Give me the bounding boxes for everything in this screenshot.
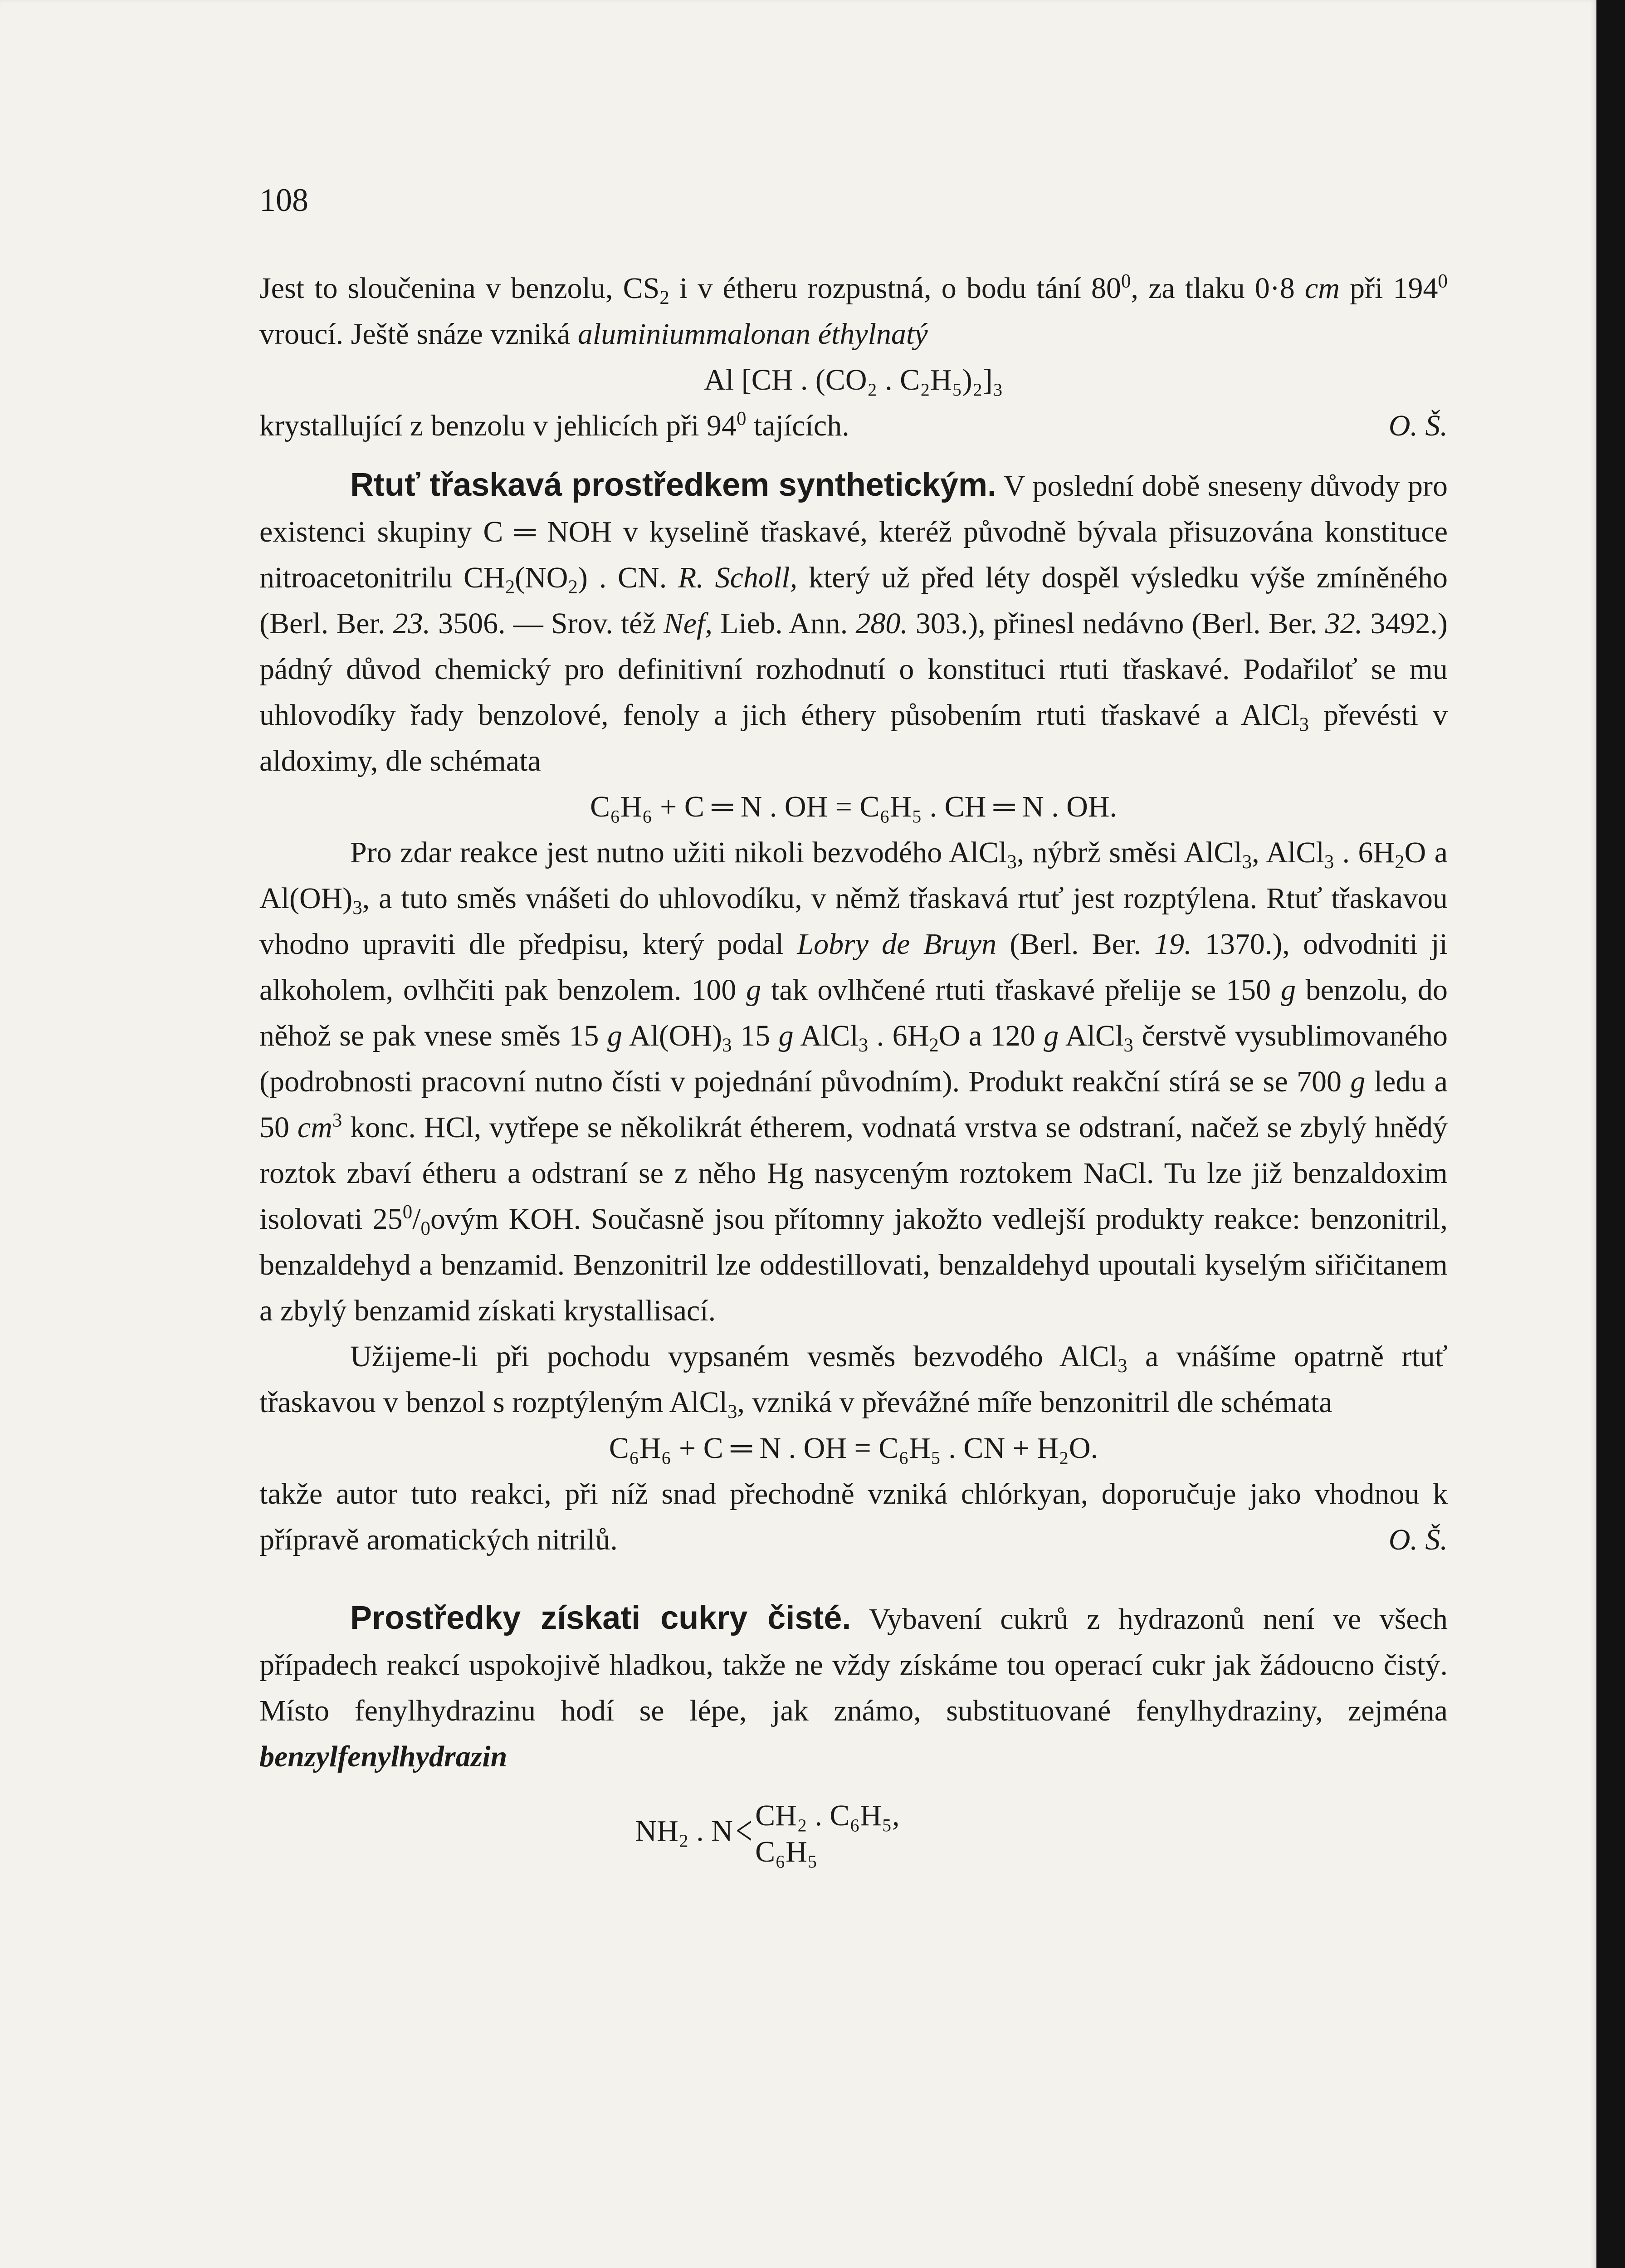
formula-benzonitrile: C₆H₆ + C ═ N . OH = C₆H₅ . CN + H₂O. xyxy=(609,1432,1098,1465)
signature: O. Š. xyxy=(1388,409,1448,442)
paragraph-conclusion: takže autor tuto reakci, při níž snad přechodně vzniká chlórkyan, doporučuje jako vhodnou k přípravě aromatických nitrilů. O. Š. xyxy=(259,1471,1448,1563)
paragraph-crystallizing: krystallující z benzolu v jehlicích při $94^0$ tajících. O. Š. xyxy=(259,403,1448,449)
page-content xyxy=(259,184,1448,1870)
section-sugars: Prostředky získati cukry čisté. Vybavení cukrů z hydrazonů není ve všech případech reakcí uspokojivě hladkou, takže ne vždy získáme tou operací cukr jak žádoucno čistý. Místo fenylhydrazinu hodí se lépe, jak známo, substituované fenylhydraziny, zejména benzylfenylhydrazin xyxy=(259,1600,1448,1773)
section-heading-fulminate: Rtuť třaskavá prostředkem synthetickým. xyxy=(350,467,996,503)
scan-border xyxy=(1596,0,1625,2268)
formula-aldoxime: C₆H₆ + C ═ N . OH = C₆H₅ . CH ═ N . OH. xyxy=(590,790,1117,823)
signature: O. Š. xyxy=(1388,1523,1448,1556)
paragraph-procedure: Pro zdar reakce jest nutno užiti nikoli bezvodého AlCl$_3$, nýbrž směsi AlCl$_3$, AlCl$_3$ . $6H_2O$ a $Al(OH)_3$, a tuto směs vnášeti do uhlovodíku, v němž třaskavá rtuť jest rozptýlena. Rtuť třaskavou vhodno upraviti dle předpisu, který podal Lobry de Bruyn (Berl. Ber. 19. 1370.), odvodniti ji alkoholem, ovlhčiti pak benzolem. 100 g tak ovlhčené rtuti třaskavé přelije se 150 g benzolu, do něhož se pak vnese směs 15 g $Al(OH)_3$ 15 g AlCl$_3$ . $6H_2O$ a 120 g AlCl$_3$ čerstvě vysublimovaného (podrobnosti pracovní nutno čísti v pojednání původním). Produkt reakční stírá se se 700 g ledu a 50 $cm^3$ konc. HCl, vytřepe se několikrát étherem, vodnatá vrstva se odstraní, načež se zbylý hnědý roztok zbaví étheru a odstraní se z něho Hg nasyceným roztokem NaCl. Tu lze již benzaldoxim isolovati $25^0/_0ovým$ KOH. Současně jsou přítomny jakožto vedlejší produkty reakce: benzonitril, benzaldehyd a benzamid. Benzonitril lze oddestillovati, benzaldehyd upoutali kyselým siřičitanem a zbylý benzamid získati krystallisací. xyxy=(259,836,1448,1327)
section-fulminate: Rtuť třaskavá prostředkem synthetickým. V poslední době sneseny důvody pro existenci skupiny C ═ NOH v kyselině třaskavé, kteréž původně bývala přisuzována konstituce nitroacetonitrilu $CH_2(NO_2)$ . CN. R. Scholl, který už před léty dospěl výsledku výše zmíněného (Berl. Ber. 23. 3506. — Srov. též Nef, Lieb. Ann. 280. 303.), přinesl nedávno (Berl. Ber. 32. 3492.) pádný důvod chemický pro definitivní rozhodnutí o konstituci rtuti třaskavé. Podařiloť se mu uhlovodíky řady benzolové, fenoly a jich éthery působením rtuti třaskavé a AlCl$_3$ převésti v aldoximy, dle schémata xyxy=(259,467,1448,777)
page-number: 108 xyxy=(259,182,308,218)
paragraph-intro: Jest to sloučenina v benzolu, $CS_2$ i v étheru rozpustná, o bodu tání $80^0$, za tlaku 0·8 cm při $194^0$ vroucí. Ještě snáze vzniká aluminiummalonan éthylnatý xyxy=(259,270,1448,351)
formula-aluminium-malonate: Al [CH . (CO₂ . C₂H₅)₂]₃ xyxy=(704,363,1003,396)
section-heading-sugars: Prostředky získati cukry čisté. xyxy=(350,1600,851,1636)
formula-benzylphenylhydrazine: NH₂ . N< CH₂ . C₆H₅, C₆H₅ xyxy=(635,1799,900,1868)
paragraph-anhydrous: Užijeme-li při pochodu vypsaném vesměs bezvodého AlCl$_3$ a vnášíme opatrně rtuť třaskavou v benzol s rozptýleným AlCl$_3$, vzniká v převážné míře benzonitril dle schémata xyxy=(259,1340,1448,1422)
